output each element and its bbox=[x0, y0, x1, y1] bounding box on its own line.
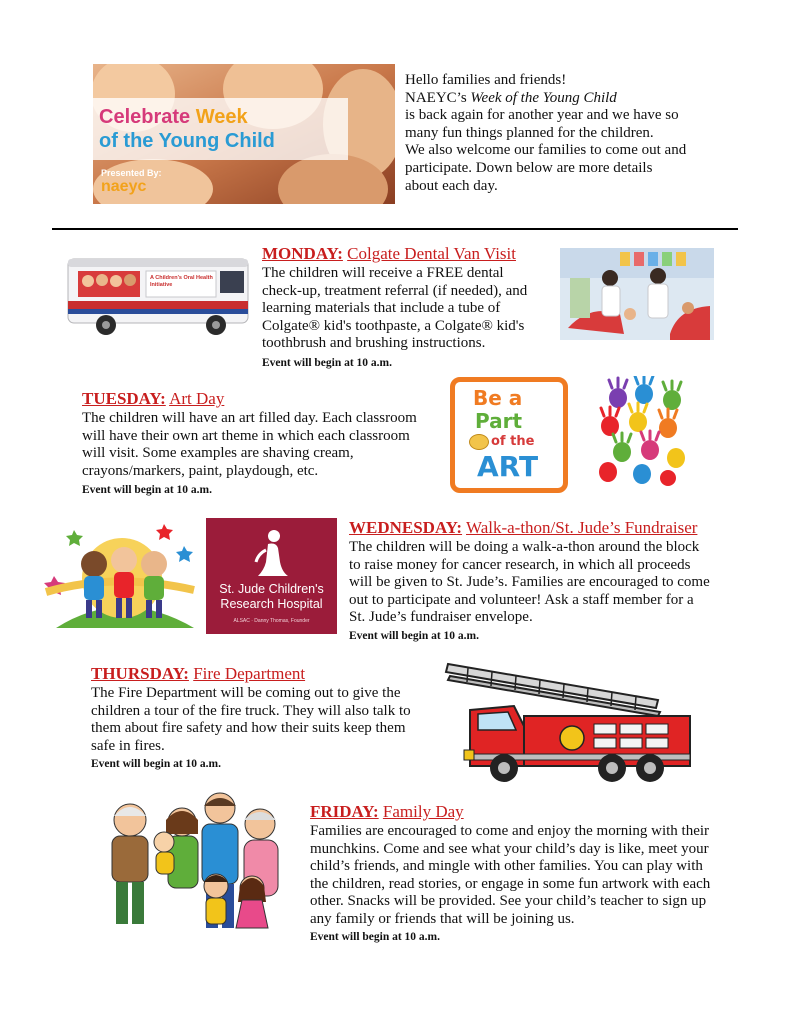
st-jude-logo bbox=[206, 518, 337, 634]
intro-line: participate. Down below are more details bbox=[405, 159, 653, 176]
monday-start-time: Event will begin at 10 a.m. bbox=[262, 357, 393, 369]
day-label: WEDNESDAY: bbox=[349, 518, 463, 537]
text-line: will visit. Some examples are shaving cream, bbox=[82, 445, 354, 462]
wednesday-heading bbox=[349, 518, 697, 538]
text-line: child’s friends, and mingle with other families. You can play with bbox=[310, 858, 703, 875]
intro-line: many fun things planned for the children. bbox=[405, 124, 654, 141]
text-line: Families are encouraged to come and enjoy the morning with their bbox=[310, 823, 710, 839]
day-label: TUESDAY: bbox=[82, 389, 166, 408]
family-cartoon bbox=[94, 790, 298, 938]
child-silhouette-icon bbox=[252, 528, 292, 578]
event-title: Walk-a-thon/St. Jude’s Fundraiser bbox=[466, 518, 698, 537]
walkathon-kids-cartoon bbox=[44, 516, 200, 634]
week-title: Week of the Young Child bbox=[470, 89, 617, 106]
day-label: FRIDAY: bbox=[310, 802, 379, 821]
event-title: Colgate Dental Van Visit bbox=[347, 244, 516, 263]
day-label: THURSDAY: bbox=[91, 664, 189, 683]
text-line: check-up, treatment referral (if needed), and bbox=[262, 282, 528, 299]
text-line: toothbrush and brushing instructions. bbox=[262, 335, 486, 352]
event-title: Fire Department bbox=[193, 664, 306, 683]
friday-heading bbox=[310, 802, 464, 822]
tuesday-start-time: Event will begin at 10 a.m. bbox=[82, 484, 213, 496]
dental-van-image bbox=[66, 251, 252, 339]
text-line: The children will have an art filled day. Each classroom bbox=[82, 410, 417, 426]
text-line: any family or friends that will be joining us. bbox=[310, 910, 575, 927]
monday-description bbox=[262, 265, 552, 353]
text-line: safe in fires. bbox=[91, 737, 165, 754]
text-line: the children, read stories, or engage in some fun artwork with each bbox=[310, 875, 711, 892]
thursday-start-time: Event will begin at 10 a.m. bbox=[91, 758, 222, 770]
art-sign-line4: ART bbox=[477, 450, 539, 483]
banner-title-line2: of the Young Child bbox=[99, 130, 275, 152]
intro-line: Hello families and friends! bbox=[405, 72, 567, 88]
van-caption: A Children's Oral Health Initiative bbox=[150, 275, 213, 288]
fire-truck-cartoon bbox=[444, 654, 696, 784]
divider-rule bbox=[52, 228, 738, 230]
art-sign-line3: of the bbox=[491, 434, 535, 449]
wednesday-start-time: Event will begin at 10 a.m. bbox=[349, 630, 480, 642]
tuesday-heading bbox=[82, 389, 224, 409]
intro-line: is back again for another year and we have so bbox=[405, 107, 679, 124]
text-line: them about fire safety and how their suits keep them bbox=[91, 720, 406, 737]
text-line: out to participate and volunteer! Ask a staff member for a bbox=[349, 591, 694, 608]
art-sign-line1: Be a bbox=[473, 386, 523, 410]
intro-line: about each day. bbox=[405, 177, 498, 194]
intro-text bbox=[405, 72, 725, 195]
thursday-heading bbox=[91, 664, 305, 684]
paint-palette-icon bbox=[469, 434, 489, 450]
thursday-description bbox=[91, 685, 431, 755]
painted-handprints-image bbox=[588, 376, 700, 488]
st-jude-name-line1: St. Jude Children's bbox=[219, 582, 324, 596]
text-line: The children will receive a FREE dental bbox=[262, 265, 504, 281]
monday-heading bbox=[262, 244, 516, 264]
intro-line: NAEYC’s Week of the Young Child bbox=[405, 89, 617, 106]
wednesday-description bbox=[349, 539, 739, 627]
text-line: munchkins. Come and see what your child’s day is like, meet your bbox=[310, 840, 709, 857]
st-jude-founder: ALSAC · Danny Thomas, Founder bbox=[233, 618, 310, 624]
event-title: Family Day bbox=[382, 802, 464, 821]
text-line: other. Snacks will be provided. See your child’s teacher to sign up bbox=[310, 893, 707, 910]
intro-line: We also welcome our families to come out and bbox=[405, 142, 687, 159]
text-line: crayons/markers, paint, playdough, etc. bbox=[82, 462, 319, 479]
text-line: to raise money for cancer research, in which all proceeds bbox=[349, 556, 691, 573]
header-banner-image bbox=[93, 64, 395, 204]
friday-start-time: Event will begin at 10 a.m. bbox=[310, 931, 441, 943]
tuesday-description bbox=[82, 410, 432, 480]
day-label: MONDAY: bbox=[262, 244, 343, 263]
art-sign-line2: Part bbox=[475, 409, 523, 433]
be-a-part-of-the-art-sign bbox=[450, 377, 568, 493]
text-line: will have their own art theme in which each classroom bbox=[82, 427, 410, 444]
friday-description bbox=[310, 823, 750, 929]
text-line: will be given to St. Jude’s. Families are encouraged to come bbox=[349, 574, 710, 591]
text-line: The Fire Department will be coming out to give the bbox=[91, 685, 401, 701]
dentist-photo bbox=[560, 248, 714, 340]
text-line: Colgate® kid's toothpaste, a Colgate® kid's bbox=[262, 317, 525, 334]
banner-presented-by: Presented By: bbox=[101, 168, 162, 178]
text-line: St. Jude’s fundraiser envelope. bbox=[349, 609, 533, 626]
st-jude-name-line2: Research Hospital bbox=[220, 597, 323, 611]
event-title: Art Day bbox=[169, 389, 225, 408]
text-line: The children will be doing a walk-a-thon around the block bbox=[349, 539, 700, 555]
naeyc-logo: naeyc bbox=[101, 178, 147, 195]
text-line: children a tour of the fire truck. They will also talk to bbox=[91, 702, 411, 719]
banner-title-line1: Celebrate Week bbox=[99, 106, 248, 128]
text-line: learning materials that include a tube of bbox=[262, 300, 501, 317]
